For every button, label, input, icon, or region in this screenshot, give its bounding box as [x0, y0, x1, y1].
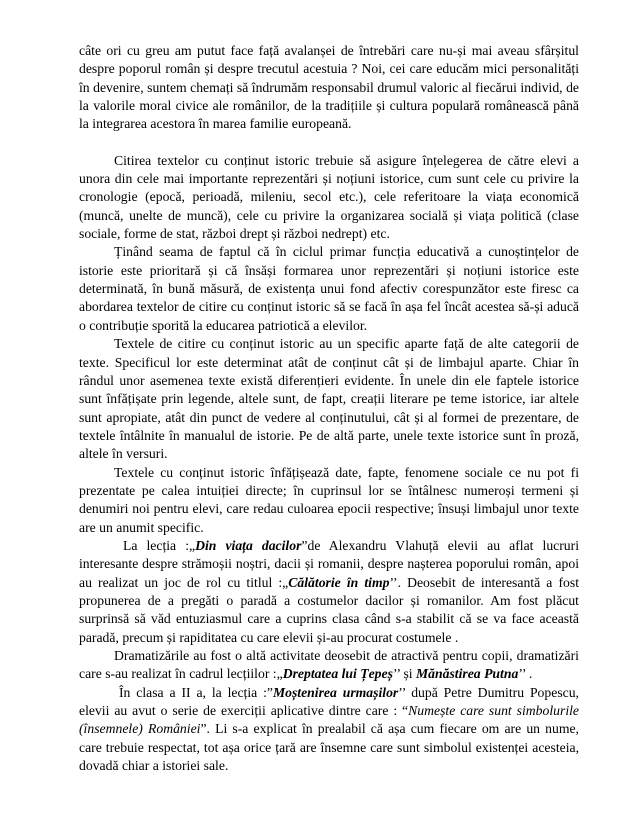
paragraph-1: câte ori cu greu am putut face față avalanșei de întrebări care nu-și mai aveau sfârșitul despre poporul român și despre trecutul acestuia ? Noi, cei care educăm mici personalități în devenire, suntem chemați să îndrumăm responsabil drumul valoric al fiecărui individ, de la valorile moral civice ale românilor, de la tradițiile și cultura populară românească până la integrarea acestora în marea familie europeană. [79, 43, 579, 132]
paragraph-spacer [79, 134, 579, 152]
paragraph-6-text-c: ’’. Deosebit de interesantă a fost propunerea de a pregăti o paradă a costumelor dacilor și romanilor. Am fost plăcut surprinsă să văd entuziasmul care a cuprins clasa când s-a stabilit că se va face această paradă, precum și rapiditatea cu care elevii și-au procurat costumele . [79, 574, 580, 645]
lesson-title-mostenirea-urmasilor: Moștenirea urmașilor [272, 684, 399, 700]
lesson-title-manastirea-putna: Mănăstirea Putna [416, 666, 519, 682]
paragraph-7-text-c: ’’ . [518, 666, 533, 682]
activity-title-calatorie-in-timp: Călătorie în timp [288, 574, 390, 590]
document-page [79, 42, 579, 775]
paragraph-8-text-c: ”. Li s-a explicat în prealabil că așa cum fiecare om are un nume, care trebuie respectat, tot așa orice țară are însemne care sunt simbolul existenței acesteia, dovadă chiar a istoriei sale. [79, 721, 579, 774]
exercise-quote: Numește care sunt simbolurile (însemnele) României [79, 703, 579, 737]
lesson-title-dreptatea-lui-tepes: Dreptatea lui Țepeș [282, 666, 393, 682]
lesson-title-din-viata-dacilor: Din viața dacilor [195, 537, 302, 553]
paragraph-7-text-b: ’’ și [392, 666, 416, 682]
paragraph-6-text-a: La lecția :„ [123, 537, 196, 553]
paragraph-7-text-a: Dramatizările au fost o altă activitate deosebit de atractivă pentru copii, dramatizări care s-au realizat în cadrul lecțiilor :„ [79, 648, 579, 682]
paragraph-6-text-b: ”de Alexandru Vlahuță elevii au aflat lucruri interesante despre strămoșii noștri, dacii și romanii, despre nașterea poporului român, apoi au realizat un joc de rol cu titlul :„ [79, 537, 579, 590]
paragraph-8-text-b: ’’ după Petre Dumitru Popescu, elevii au avut o serie de exerciții aplicative dintre care : “ [79, 684, 579, 719]
paragraph-8-text-a: În clasa a II a, la lecția :” [119, 684, 273, 700]
paragraph-7 [79, 647, 579, 684]
paragraph-3: Ținând seama de faptul că în ciclul primar funcția educativă a cunoștințelor de istorie este prioritară și că însăși formarea unor reprezentări și noțiuni istorice este determinată, în bună măsură, de existența unui fond afectiv corespunzător este firesc ca abordarea textelor de citire cu conținut istoric să se facă în așa fel încât acestea să-și aducă o contribuție sporită la educarea patriotică a elevilor. [79, 244, 579, 333]
paragraph-6 [79, 537, 579, 647]
paragraph-2: Citirea textelor cu conținut istoric trebuie să asigure înțelegerea de către elevi a unora din cele mai importante reprezentări și noțiuni istorice, cum sunt cele cu privire la cronologie (epocă, perioadă, mileniu, secol etc.), cele referitoare la viața economică (muncă, unelte de muncă), cele cu privire la organizarea socială și viața politică (clase sociale, forme de stat, război drept și război nedrept) etc. [79, 152, 579, 242]
paragraph-4: Textele de citire cu conținut istoric au un specific aparte față de alte categorii de texte. Specificul lor este determinat atât de conținut cât și de limbajul aparte. Chiar în rândul unor asemenea texte există diferențieri evidente. În unele din ele faptele istorice sunt înfățișate prin legende, altele sunt, de fapt, creații literare pe teme istorice, iar altele sunt apropiate, atât din punct de vedere al conținutului, cât și al formei de prezentare, de textele întâlnite în manualul de istorie. Pe de altă parte, unele texte istorice sunt în proză, altele în versuri. [79, 336, 579, 462]
paragraph-5: Textele cu conținut istoric înfățișează date, fapte, fenomene sociale ce nu pot fi prezentate pe calea intuiției directe; în cuprinsul lor se întâlnesc numeroși termeni și denumiri noi pentru elevi, care redau culoarea epocii respective; însuși limbajul unor texte are un anumit specific. [79, 464, 579, 535]
paragraph-8 [79, 684, 579, 776]
